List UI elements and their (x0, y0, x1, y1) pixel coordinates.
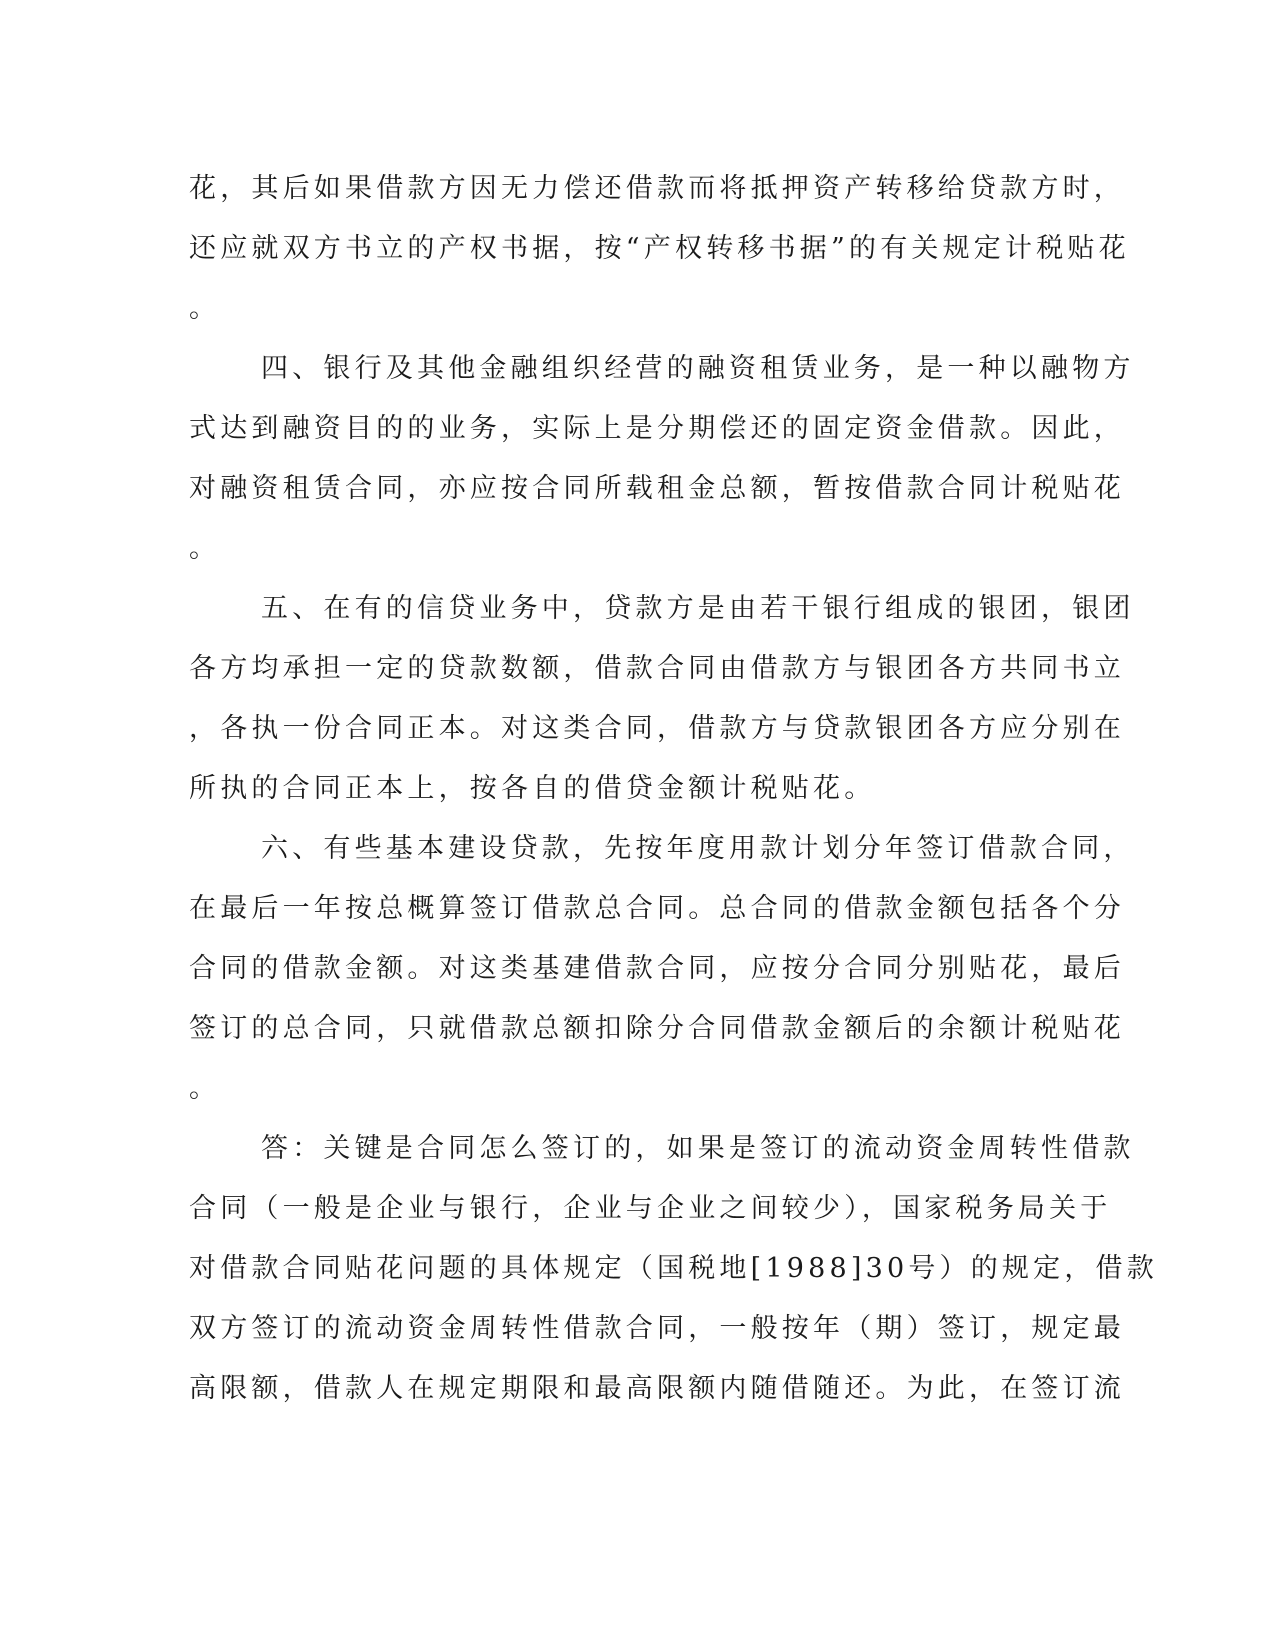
paragraph-start-line: 六、有些基本建设贷款，先按年度用款计划分年签订借款合同， (261, 833, 1135, 864)
text-line: 合同的借款金额。对这类基建借款合同，应按分合同分别贴花，最后 (189, 953, 1125, 984)
text-line: 还应就双方书立的产权书据，按“产权转移书据”的有关规定计税贴花 (189, 233, 1130, 264)
text-line: 对借款合同贴花问题的具体规定（国税地[1988]30号）的规定，借款 (189, 1253, 1158, 1284)
text-line: 所执的合同正本上，按各自的借贷金额计税贴花。 (189, 773, 876, 804)
text-line: ，各执一份合同正本。对这类合同，借款方与贷款银团各方应分别在 (189, 713, 1125, 744)
text-line: 对融资租赁合同，亦应按合同所载租金总额，暂按借款合同计税贴花 (189, 473, 1125, 504)
paragraph-start-line: 五、在有的信贷业务中，贷款方是由若干银行组成的银团，银团 (261, 593, 1135, 624)
text-line: 。 (189, 293, 216, 324)
text-line: 式达到融资目的的业务，实际上是分期偿还的固定资金借款。因此， (189, 413, 1125, 444)
text-line: 签订的总合同，只就借款总额扣除分合同借款金额后的余额计税贴花 (189, 1013, 1125, 1044)
paragraph-start-line: 四、银行及其他金融组织经营的融资租赁业务，是一种以融物方 (261, 353, 1135, 384)
text-line: 合同（一般是企业与银行，企业与企业之间较少），国家税务局关于 (189, 1193, 1112, 1224)
text-line: 高限额，借款人在规定期限和最高限额内随借随还。为此，在签订流 (189, 1373, 1125, 1404)
text-line: 各方均承担一定的贷款数额，借款合同由借款方与银团各方共同书立 (189, 653, 1125, 684)
text-line: 双方签订的流动资金周转性借款合同，一般按年（期）签订，规定最 (189, 1313, 1125, 1344)
text-line: 。 (189, 1073, 216, 1104)
text-line: 。 (189, 533, 216, 564)
text-line: 花，其后如果借款方因无力偿还借款而将抵押资产转移给贷款方时， (189, 173, 1125, 204)
document-body (189, 159, 1158, 1419)
text-line: 在最后一年按总概算签订借款总合同。总合同的借款金额包括各个分 (189, 893, 1125, 924)
paragraph-start-line: 答：关键是合同怎么签订的，如果是签订的流动资金周转性借款 (261, 1133, 1135, 1164)
